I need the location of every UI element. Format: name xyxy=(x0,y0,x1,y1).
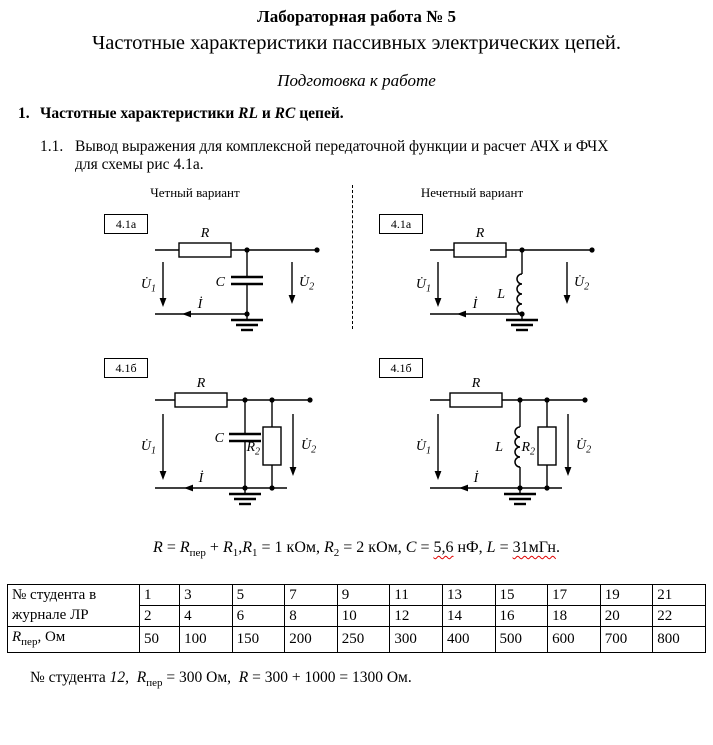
table-cell: 10 xyxy=(337,606,390,627)
table-cell: 2 xyxy=(140,606,180,627)
u1-arrow xyxy=(435,414,442,480)
table-row-odd-students xyxy=(8,585,706,606)
current-label: İ xyxy=(198,471,204,486)
current-arrow xyxy=(459,485,468,492)
r2-label: $R_2$ xyxy=(521,440,535,458)
section-1-1-number: 1.1. xyxy=(40,138,64,155)
table-cell: 100 xyxy=(180,627,233,653)
fig-label-even-4-1b: 4.1б xyxy=(104,358,148,378)
even-variant-header: Четный вариант xyxy=(150,185,240,200)
wires xyxy=(430,250,592,319)
table-cell: 50 xyxy=(140,627,180,653)
table-cell: 3 xyxy=(180,585,233,606)
ground-symbol xyxy=(506,320,538,330)
u1-label: $U̇_1$ xyxy=(140,277,156,295)
current-label: İ xyxy=(473,471,479,486)
u2-arrow xyxy=(564,262,571,304)
table-cell: 15 xyxy=(495,585,548,606)
table-cell: 7 xyxy=(285,585,338,606)
doc-subtitle: Частотные характеристики пассивных электрических цепей. xyxy=(91,32,622,54)
current-arrow xyxy=(182,311,191,318)
circuit-odd-4-1b xyxy=(402,372,652,522)
odd-variant-header: Нечетный вариант xyxy=(420,185,524,200)
table-cell: 19 xyxy=(600,585,653,606)
ground-symbol xyxy=(229,494,261,504)
table-cell: 800 xyxy=(653,627,706,653)
table-cell: 400 xyxy=(442,627,495,653)
fig-label-odd-4-1a: 4.1а xyxy=(379,214,423,234)
table-cell: 150 xyxy=(232,627,285,653)
variant-divider xyxy=(352,185,353,329)
r2-resistor-symbol xyxy=(538,427,556,465)
table-cell: 20 xyxy=(600,606,653,627)
section-1-text: Частотные характеристики RL и RC цепей. xyxy=(40,105,344,122)
capacitor-label: C xyxy=(215,275,225,290)
table-cell: 9 xyxy=(337,585,390,606)
current-arrow xyxy=(457,311,466,318)
resistor-symbol xyxy=(179,243,231,257)
table-cell: 16 xyxy=(495,606,548,627)
doc-title: Лабораторная работа № 5 xyxy=(257,7,456,26)
section-1-number: 1. xyxy=(18,105,30,122)
u2-arrow xyxy=(565,414,572,476)
resistor-symbol xyxy=(454,243,506,257)
table-cell: 8 xyxy=(285,606,338,627)
table-cell: 17 xyxy=(548,585,601,606)
section-1-1-text: Вывод выражения для комплексной передаточной функции и расчет АЧХ и ФЧХ для схемы рис 4.1а. xyxy=(75,138,609,173)
fig-label-odd-4-1b: 4.1б xyxy=(379,358,423,378)
table-cell: 700 xyxy=(600,627,653,653)
table-cell: 21 xyxy=(653,585,706,606)
inductor-symbol xyxy=(515,427,520,467)
u2-label: $U̇_2$ xyxy=(301,438,317,456)
footer-note: № студента 12, $R_{пер} = 300$ Ом, R = 300 + 1000 = 1300 Ом. xyxy=(30,669,412,690)
table-cell: 300 xyxy=(390,627,443,653)
parameters-formula: $R = R_{пер} + R_1,R_1 = 1$ кОм, $R_2 = 2$ кОм, C = 5,6 нФ, L = 31мГн. xyxy=(153,539,560,560)
ground-symbol xyxy=(504,494,536,504)
table-row-rper xyxy=(8,627,706,653)
circuit-odd-4-1a xyxy=(402,222,627,348)
variants-table xyxy=(7,584,706,653)
table-cell: 5 xyxy=(232,585,285,606)
u1-label: $U̇_1$ xyxy=(415,277,431,295)
table-cell: 14 xyxy=(442,606,495,627)
table-cell: 4 xyxy=(180,606,233,627)
table-cell: 600 xyxy=(548,627,601,653)
circuit-even-4-1b xyxy=(127,372,377,522)
current-arrow xyxy=(184,485,193,492)
table-cell: 250 xyxy=(337,627,390,653)
resistor-label: R xyxy=(471,376,481,391)
wires xyxy=(155,400,310,493)
table-cell: 11 xyxy=(390,585,443,606)
current-label: İ xyxy=(197,297,203,312)
table-cell: 22 xyxy=(653,606,706,627)
u2-arrow xyxy=(289,262,296,304)
u1-arrow xyxy=(160,414,167,480)
resistor-symbol xyxy=(450,393,502,407)
section-1-1-item xyxy=(40,138,615,174)
u1-label: $U̇_1$ xyxy=(415,439,431,457)
rper-label-cell: $R_{пер}$, Ом xyxy=(8,627,140,653)
u1-arrow xyxy=(435,262,442,307)
u1-arrow xyxy=(160,262,167,307)
resistor-label: R xyxy=(196,376,206,391)
u2-arrow xyxy=(290,414,297,476)
table-cell: 500 xyxy=(495,627,548,653)
table-cell: 1 xyxy=(140,585,180,606)
current-label: İ xyxy=(472,297,478,312)
capacitor-symbol xyxy=(231,277,263,284)
wires xyxy=(430,400,585,493)
u2-label: $U̇_2$ xyxy=(299,275,315,293)
u1-label: $U̇_1$ xyxy=(140,439,156,457)
ground-symbol xyxy=(231,320,263,330)
r2-resistor-symbol xyxy=(263,427,281,465)
resistor-symbol xyxy=(175,393,227,407)
resistor-label: R xyxy=(200,226,210,241)
spellcheck-squiggle-c-value: 5,6 xyxy=(433,539,454,556)
u2-label: $U̇_2$ xyxy=(574,275,590,293)
table-cell: 12 xyxy=(390,606,443,627)
table-cell: 200 xyxy=(285,627,338,653)
inductor-label: L xyxy=(497,287,505,302)
table-cell: 18 xyxy=(548,606,601,627)
table-cell: 6 xyxy=(232,606,285,627)
section-1-heading xyxy=(18,105,344,123)
students-label-cell: № студента в журнале ЛР xyxy=(8,585,140,627)
capacitor-symbol xyxy=(229,434,261,441)
figures-panel xyxy=(0,183,713,525)
spellcheck-squiggle-l-value: 31мГн xyxy=(512,539,556,556)
fig-label-even-4-1a: 4.1а xyxy=(104,214,148,234)
prep-heading: Подготовка к работе xyxy=(277,71,436,90)
resistor-label: R xyxy=(475,226,485,241)
circuit-even-4-1a xyxy=(127,222,352,348)
capacitor-label: C xyxy=(214,431,224,446)
u2-label: $U̇_2$ xyxy=(576,438,592,456)
table-cell: 13 xyxy=(442,585,495,606)
inductor-label: L xyxy=(495,440,503,455)
r2-label: $R_2$ xyxy=(246,440,260,458)
inductor-symbol xyxy=(517,274,522,314)
